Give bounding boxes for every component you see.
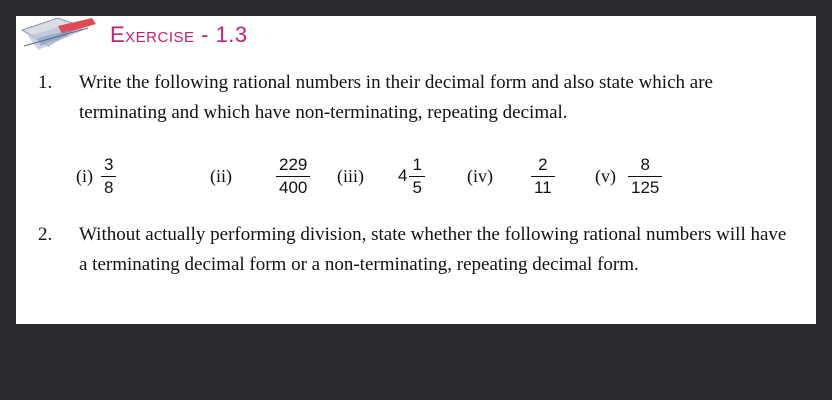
- part-iv: [467, 148, 555, 204]
- fraction: [276, 154, 310, 199]
- question-number: 2.: [38, 224, 53, 245]
- numerator: 3: [104, 154, 114, 174]
- part-label: (iii): [337, 165, 364, 186]
- part-label: (iv): [467, 165, 493, 186]
- numerator: 229: [279, 154, 308, 174]
- part-label: (i): [76, 165, 93, 186]
- denominator: 11: [531, 176, 555, 199]
- denominator: 8: [101, 176, 116, 199]
- part-iii: [337, 148, 425, 204]
- fraction: [409, 154, 424, 199]
- pencil-ornament-icon: [18, 16, 98, 56]
- question-text: Write the following rational numbers in their decimal form and also state which are terminating and which have non-terminating, repeating decimal.: [79, 72, 713, 123]
- denominator: 5: [409, 176, 424, 199]
- question-1-parts: [16, 148, 816, 208]
- exercise-title: Exercise - 1.3: [110, 22, 248, 47]
- numerator: 8: [640, 154, 650, 174]
- part-v: [595, 148, 662, 204]
- part-label: (ii): [210, 165, 232, 186]
- part-ii: [210, 148, 310, 204]
- denominator: 125: [628, 176, 662, 199]
- question-text: Without actually performing division, state whether the following rational numbers will have a terminating decimal form or a non-terminating, repeating decimal form.: [79, 224, 787, 275]
- exercise-page: [16, 16, 816, 324]
- part-label: (v): [595, 165, 616, 186]
- part-i: [76, 148, 116, 204]
- fraction: [531, 154, 555, 199]
- numerator: 2: [538, 154, 548, 174]
- question-number: 1.: [38, 72, 53, 93]
- fraction: [101, 154, 116, 199]
- denominator: 400: [276, 176, 310, 199]
- numerator: 1: [412, 154, 422, 174]
- fraction: [628, 154, 662, 199]
- whole-number: 4: [398, 166, 408, 185]
